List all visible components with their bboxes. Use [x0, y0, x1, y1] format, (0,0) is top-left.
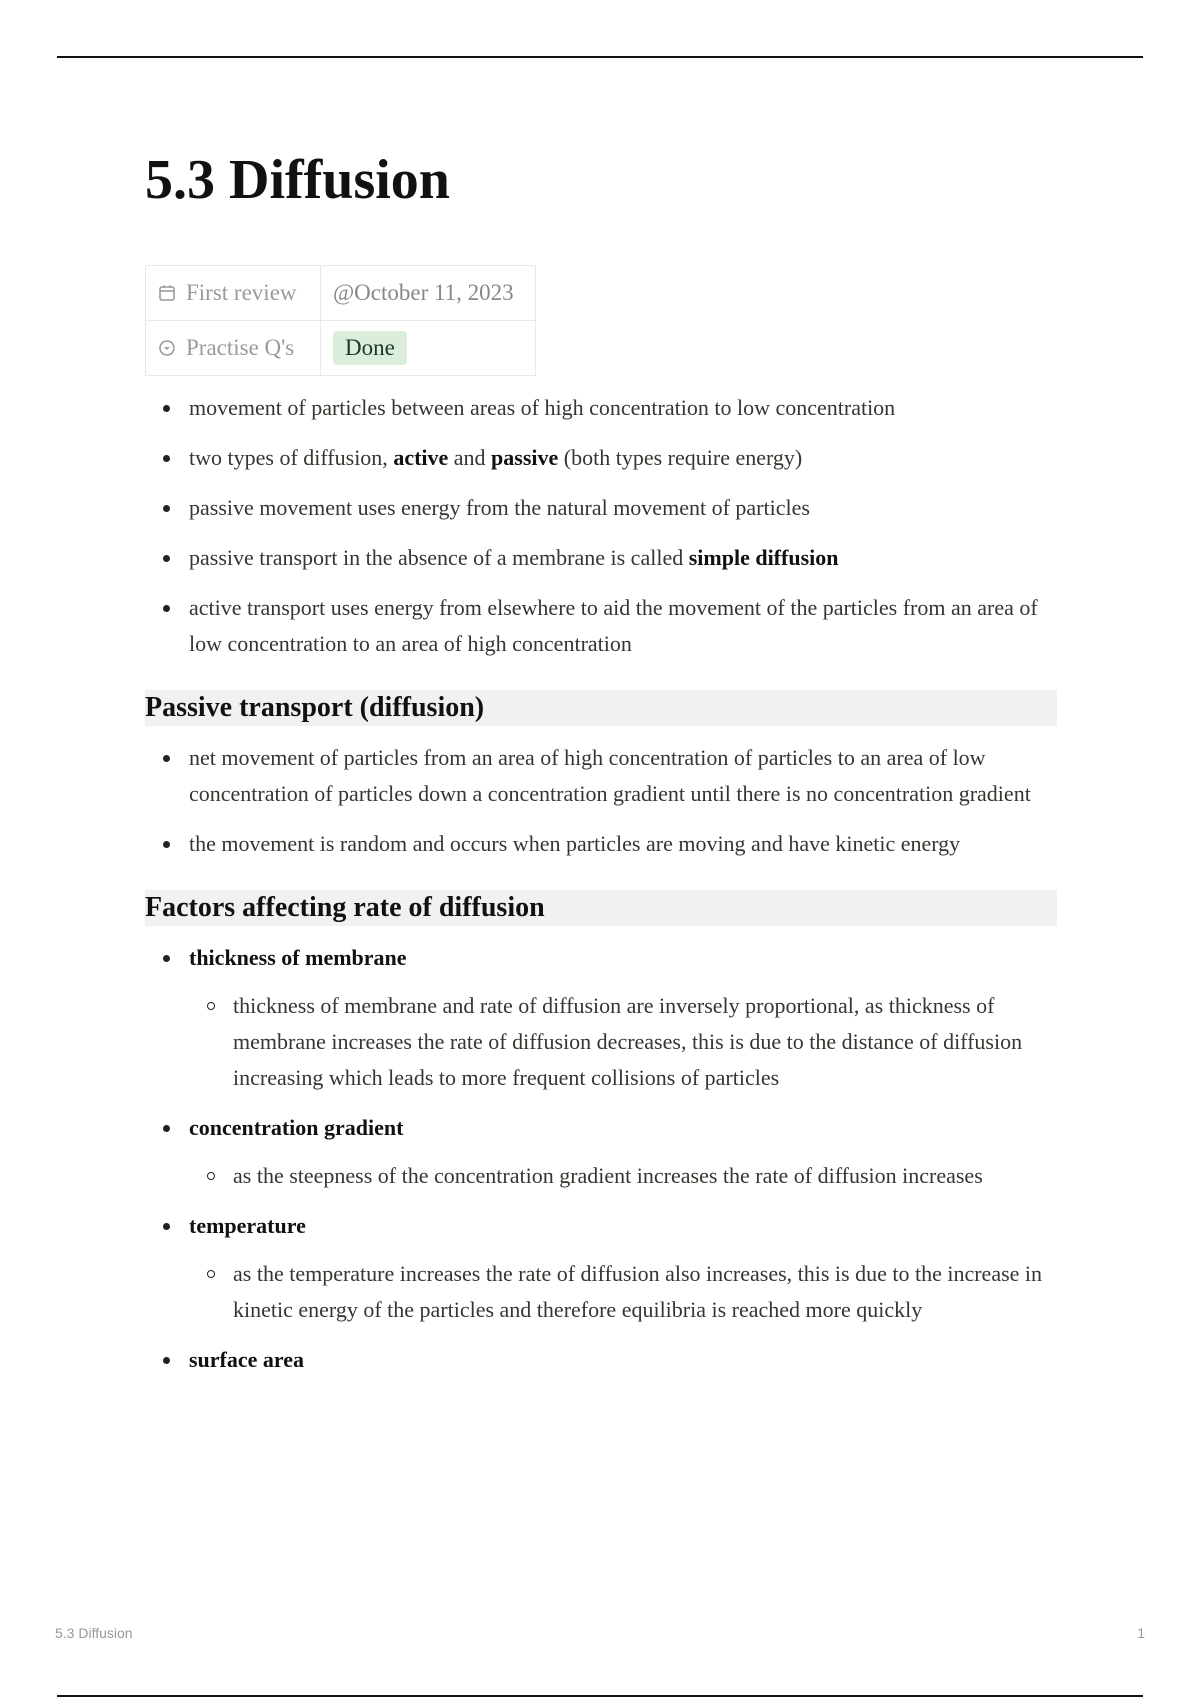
- factor-label: temperature: [189, 1213, 306, 1238]
- property-name: First review: [186, 280, 297, 305]
- list-item-text: passive transport in the absence of a membrane is called: [189, 545, 689, 570]
- factor-label: thickness of membrane: [189, 945, 407, 970]
- list-item: [145, 1208, 1057, 1328]
- page-title: 5.3 Diffusion: [145, 149, 450, 211]
- list-item: [145, 740, 1057, 812]
- intro-list: [145, 390, 1057, 662]
- list-item: [145, 440, 1057, 476]
- date-value[interactable]: @October 11, 2023: [333, 280, 514, 305]
- status-icon: [158, 339, 176, 357]
- page-content: [145, 140, 1057, 1378]
- property-name-cell: [146, 266, 321, 321]
- top-rule: [57, 56, 1143, 58]
- sub-list-item-text: as the temperature increases the rate of diffusion also increases, this is due to the increase in kinetic energy of the particles and therefore equilibria is reached more quickly: [233, 1261, 1043, 1322]
- property-row-practise-qs: [146, 321, 536, 376]
- section-heading-factors: Factors affecting rate of diffusion: [145, 890, 1057, 926]
- sub-list-item: [189, 1158, 1057, 1194]
- list-item: [145, 1110, 1057, 1194]
- list-item-text: (both types require energy): [558, 445, 803, 470]
- sub-list-item: [189, 988, 1057, 1096]
- section-heading-passive-transport: Passive transport (diffusion): [145, 690, 1057, 726]
- list-item: [145, 826, 1057, 862]
- sub-list: [189, 1158, 1057, 1194]
- list-item-text: passive movement uses energy from the natural movement of particles: [189, 495, 810, 520]
- sub-list-item-text: as the steepness of the concentration gradient increases the rate of diffusion increases: [233, 1163, 983, 1188]
- property-name-cell: [146, 321, 321, 376]
- list-item-text: net movement of particles from an area of high concentration of particles to an area of low concentration of particles down a concentration gradient until there is no concentration gradient: [189, 745, 1031, 806]
- property-name: Practise Q's: [186, 335, 295, 360]
- property-value-cell[interactable]: [321, 321, 536, 376]
- status-tag[interactable]: Done: [333, 331, 407, 365]
- factors-list: [145, 940, 1057, 1378]
- calendar-icon: [158, 284, 176, 302]
- list-item-text: the movement is random and occurs when particles are moving and have kinetic energy: [189, 831, 961, 856]
- sub-list-item-text: thickness of membrane and rate of diffusion are inversely proportional, as thickness of membrane increases the rate of diffusion decreases, this is due to the distance of diffusion increasing which leads to more frequent collisions of particles: [233, 993, 1023, 1090]
- list-item: [145, 390, 1057, 426]
- property-value-cell[interactable]: [321, 266, 536, 321]
- list-item: [145, 490, 1057, 526]
- properties-table: [145, 265, 536, 376]
- footer-page-number: 1: [1137, 1625, 1145, 1641]
- bold-term-simple-diffusion: simple diffusion: [688, 545, 839, 570]
- list-item-text: active transport uses energy from elsewhere to aid the movement of the particles from an area of low concentration to an area of high concentration: [189, 595, 1038, 656]
- list-item-text: two types of diffusion,: [189, 445, 394, 470]
- list-item-text: movement of particles between areas of high concentration to low concentration: [189, 395, 896, 420]
- passive-list: [145, 740, 1057, 862]
- sub-list-item: [189, 1256, 1057, 1328]
- sub-list: [189, 1256, 1057, 1328]
- list-item-text: and: [448, 445, 492, 470]
- footer-page-title: 5.3 Diffusion: [55, 1625, 133, 1641]
- list-item: [145, 540, 1057, 576]
- sub-list: [189, 988, 1057, 1096]
- list-item: [145, 590, 1057, 662]
- factor-label: concentration gradient: [189, 1115, 404, 1140]
- list-item: [145, 940, 1057, 1096]
- bold-term-active: active: [393, 445, 449, 470]
- list-item: [145, 1342, 1057, 1378]
- property-row-first-review: [146, 266, 536, 321]
- bold-term-passive: passive: [491, 445, 559, 470]
- bottom-rule: [57, 1695, 1143, 1697]
- factor-label: surface area: [189, 1347, 305, 1372]
